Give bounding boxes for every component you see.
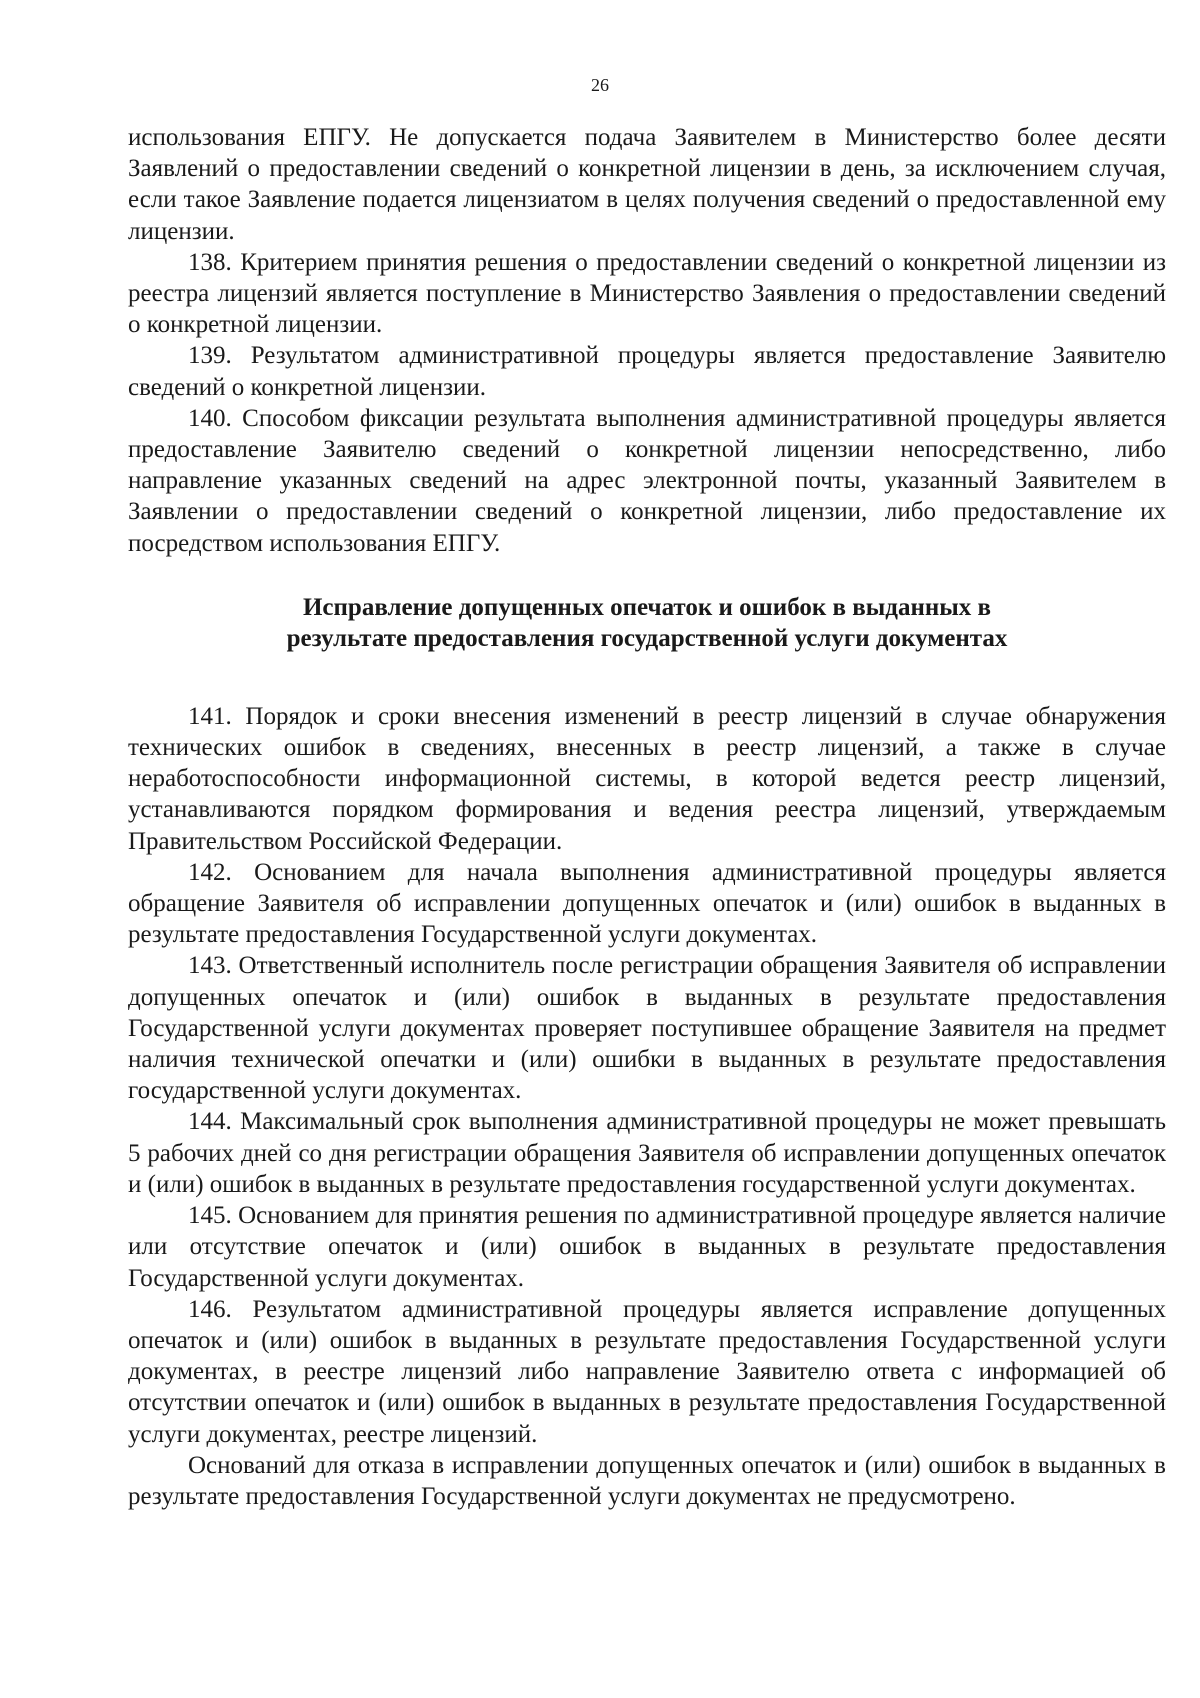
section-heading (128, 592, 1166, 654)
document-body (128, 122, 1166, 1512)
paragraph-138: 138. Критерием принятия решения о предоставлении сведений о конкретной лицензии из реестра лицензий является поступление в Министерство Заявления о предоставлении сведений о конкретной лицензии. (128, 248, 1166, 339)
paragraph-139: 139. Результатом административной процедуры является предоставление Заявителю сведений о конкретной лицензии. (128, 342, 1166, 401)
paragraph-final: Оснований для отказа в исправлении допущенных опечаток и (или) ошибок в выданных в результате предоставления Государственной услуги документах не предусмотрено. (128, 1451, 1166, 1510)
section-heading-line-1: Исправление допущенных опечаток и ошибок в выданных в (302, 593, 992, 621)
paragraph-143: 143. Ответственный исполнитель после регистрации обращения Заявителя об исправлении допущенных опечаток и (или) ошибок в выданных в результате предоставления Государственной услуги документах проверяет поступившее обращение Заявителя на предмет наличия технической опечатки и (или) ошибки в выданных в результате предоставления государственной услуги документах. (128, 952, 1166, 1105)
section-heading-line-2: результате предоставления государственной услуги документах (286, 624, 1008, 652)
paragraph-140: 140. Способом фиксации результата выполнения административной процедуры является предоставление Заявителю сведений о конкретной лицензии непосредственно, либо направление указанных сведений на адрес электронной почты, указанный Заявителем в Заявлении о предоставлении сведений о конкретной лицензии, либо предоставление их посредством использования ЕПГУ. (128, 404, 1166, 557)
paragraph-142: 142. Основанием для начала выполнения административной процедуры является обращение Заявителя об исправлении допущенных опечаток и (или) ошибок в выданных в результате предоставления Государственной услуги документах. (128, 858, 1166, 949)
page-number: 26 (591, 75, 609, 95)
paragraph-144: 144. Максимальный срок выполнения административной процедуры не может превышать 5 рабочих дней со дня регистрации обращения Заявителя об исправлении допущенных опечаток и (или) ошибок в выданных в результате предоставления государственной услуги документах. (128, 1108, 1166, 1198)
paragraph-146: 146. Результатом административной процедуры является исправление допущенных опечаток и (или) ошибок в выданных в результате предоставления Государственной услуги документах, в реестре лицензий либо направление Заявителю ответа с информацией об отсутствии опечаток и (или) ошибок в выданных в результате предоставления Государственной услуги документах, реестре лицензий. (128, 1295, 1166, 1448)
paragraph-145: 145. Основанием для принятия решения по административной процедуре является наличие или отсутствие опечаток и (или) ошибок в выданных в результате предоставления Государственной услуги документах. (128, 1202, 1166, 1292)
paragraph-continuation: использования ЕПГУ. Не допускается подача Заявителем в Министерство более десяти Заявлений о предоставлении сведений о конкретной лицензии в день, за исключением случая, если такое Заявление подается лицензиатом в целях получения сведений о предоставленной ему лицензии. (128, 124, 1166, 245)
paragraph-141: 141. Порядок и сроки внесения изменений в реестр лицензий в случае обнаружения технических ошибок в сведениях, внесенных в реестр лицензий, а также в случае неработоспособности информационной системы, в которой ведется реестр лицензий, устанавливаются порядком формирования и ведения реестра лицензий, утверждаемым Правительством Российской Федерации. (128, 702, 1166, 855)
